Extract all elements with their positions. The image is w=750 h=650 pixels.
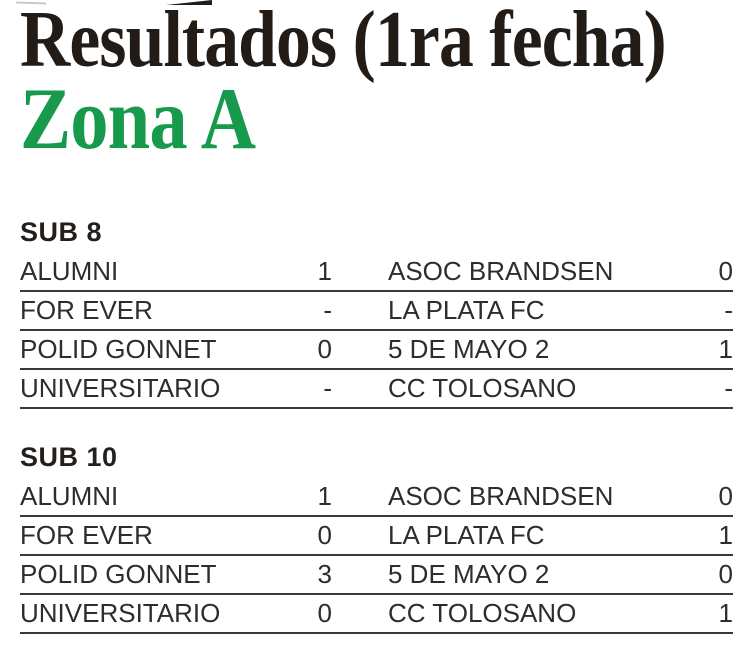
home-team-score: 0: [317, 520, 332, 550]
zone-title: Zona A: [20, 71, 256, 168]
away-team-name: LA PLATA FC: [388, 295, 545, 325]
away-team-name: ASOC BRANDSEN: [388, 256, 614, 286]
match-right-pair: [388, 256, 733, 287]
match-left-pair: [20, 295, 332, 326]
results-sections: [20, 219, 733, 634]
home-team-score: -: [323, 295, 332, 325]
home-team-name: POLID GONNET: [20, 334, 217, 364]
away-team-score: -: [724, 295, 733, 325]
match-right-pair: [388, 295, 733, 326]
match-right-pair: [388, 481, 733, 512]
home-team-name: UNIVERSITARIO: [20, 373, 221, 403]
away-team-score: 0: [718, 256, 733, 286]
home-team-score: 1: [317, 256, 332, 286]
away-team-score: 1: [718, 520, 733, 550]
home-team-name: FOR EVER: [20, 295, 153, 325]
home-team-name: ALUMNI: [20, 256, 119, 286]
age-group-heading: SUB 8: [20, 217, 103, 247]
home-team-name: ALUMNI: [20, 481, 119, 511]
match-left-pair: [20, 373, 332, 404]
match-left-pair: [20, 520, 332, 551]
home-team-score: -: [323, 373, 332, 403]
match-row: [20, 556, 733, 595]
match-row: [20, 595, 733, 634]
away-team-score: -: [724, 373, 733, 403]
match-row: [20, 478, 733, 517]
match-right-pair: [388, 334, 733, 365]
home-team-name: UNIVERSITARIO: [20, 598, 221, 628]
age-group-heading: SUB 10: [20, 442, 118, 472]
match-row: [20, 292, 733, 331]
away-team-name: CC TOLOSANO: [388, 598, 577, 628]
match-left-pair: [20, 256, 332, 287]
away-team-score: 0: [718, 559, 733, 589]
away-team-name: ASOC BRANDSEN: [388, 481, 614, 511]
age-group-section: [20, 219, 733, 409]
match-left-pair: [20, 481, 332, 512]
page-title: Resultados (1ra fecha): [20, 0, 666, 84]
results-table: [20, 253, 733, 409]
match-right-pair: [388, 373, 733, 404]
away-team-name: 5 DE MAYO 2: [388, 559, 550, 589]
home-team-name: POLID GONNET: [20, 559, 217, 589]
away-team-score: 0: [718, 481, 733, 511]
match-row: [20, 253, 733, 292]
away-team-score: 1: [718, 334, 733, 364]
match-right-pair: [388, 598, 733, 629]
match-row: [20, 517, 733, 556]
match-right-pair: [388, 559, 733, 590]
home-team-score: 0: [317, 598, 332, 628]
age-group-section: [20, 444, 733, 634]
away-team-name: CC TOLOSANO: [388, 373, 577, 403]
results-table: [20, 478, 733, 634]
away-team-score: 1: [718, 598, 733, 628]
home-team-name: FOR EVER: [20, 520, 153, 550]
away-team-name: 5 DE MAYO 2: [388, 334, 550, 364]
home-team-score: 3: [317, 559, 332, 589]
match-left-pair: [20, 334, 332, 365]
home-team-score: 1: [317, 481, 332, 511]
match-row: [20, 331, 733, 370]
match-row: [20, 370, 733, 409]
match-left-pair: [20, 559, 332, 590]
home-team-score: 0: [317, 334, 332, 364]
match-right-pair: [388, 520, 733, 551]
match-left-pair: [20, 598, 332, 629]
away-team-name: LA PLATA FC: [388, 520, 545, 550]
